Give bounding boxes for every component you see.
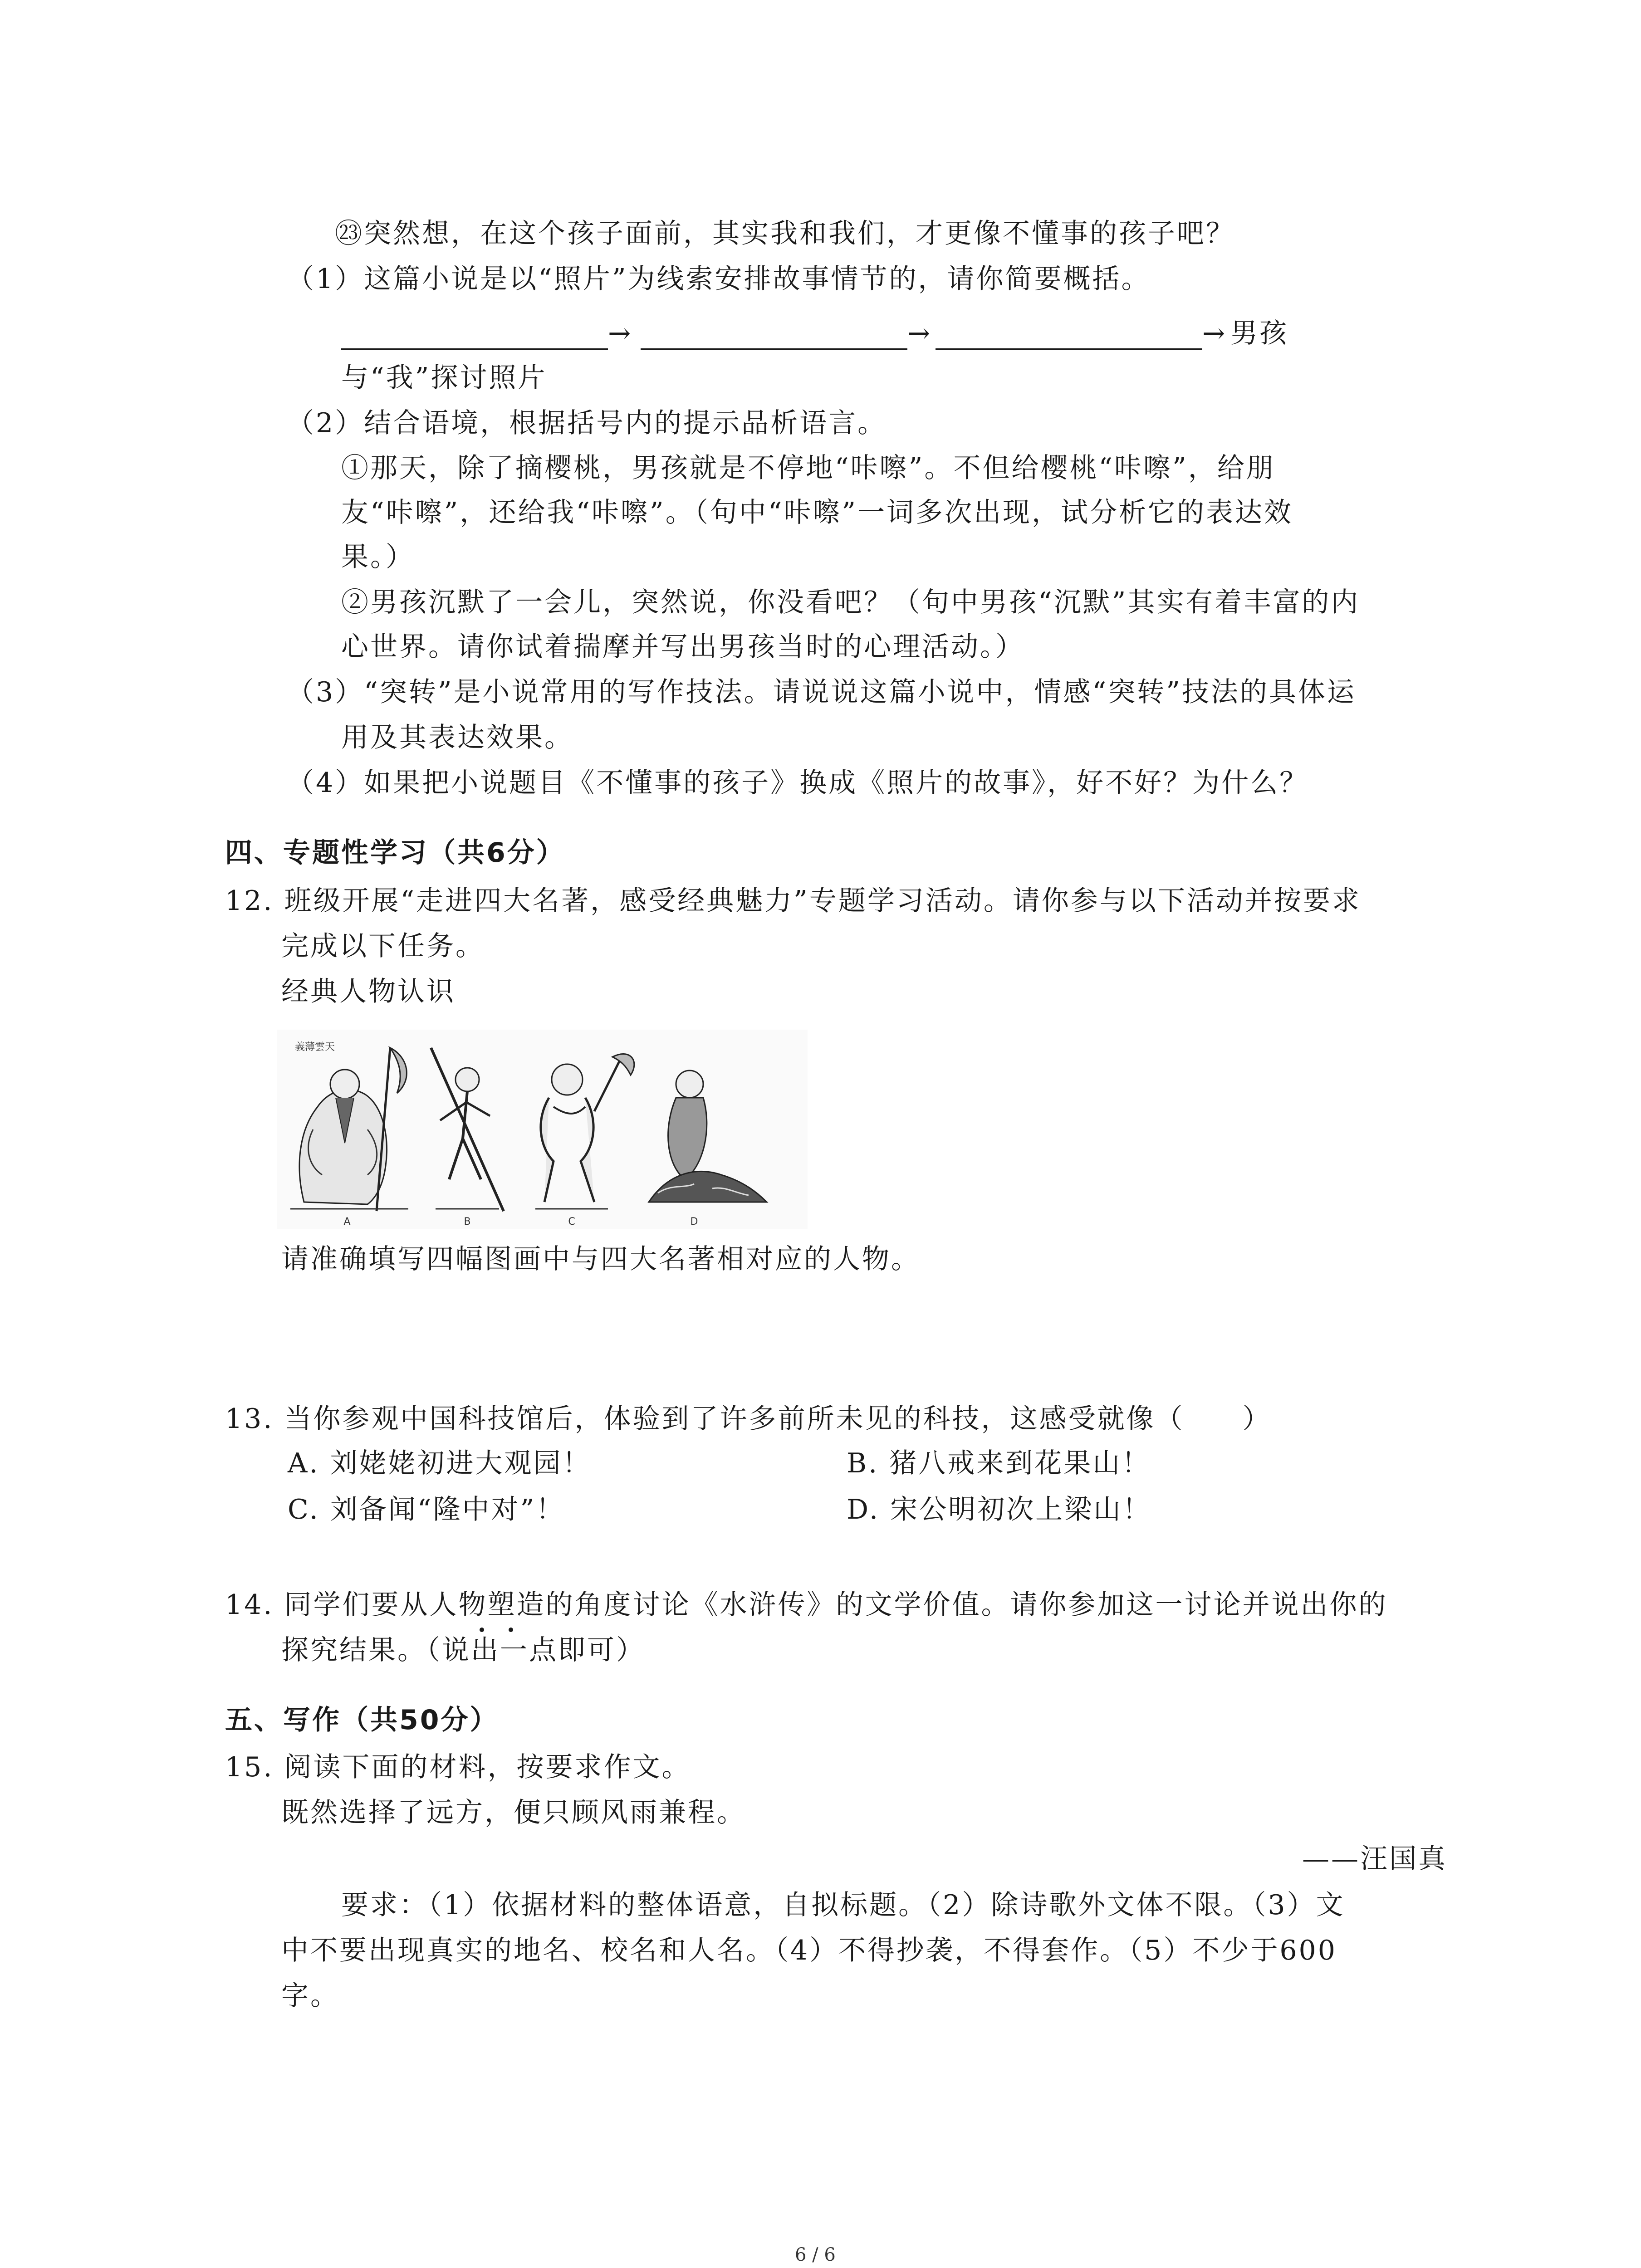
figure-label-c: C [568, 1216, 575, 1227]
question-12-task: 请准确填写四幅图画中与四大名著相对应的人物。 [281, 1243, 920, 1275]
question-11-1-line2: 与“我”探讨照片 [341, 362, 547, 394]
question-11-2-b-line1: ②男孩沉默了一会儿，突然说，你没看吧？（句中男孩“沉默”其实有着丰富的内 [341, 587, 1360, 618]
figure-label-a: A [343, 1216, 351, 1227]
question-15-author: ——汪国真 [1302, 1843, 1447, 1875]
question-14-line2: 探究结果。（说出一点即可） [281, 1634, 645, 1666]
question-11-2-a-line1: ①那天，除了摘樱桃，男孩就是不停地“咔嚓”。不但给樱桃“咔嚓”，给朋 [341, 452, 1275, 484]
question-11-3-line1: （3）“突转”是小说常用的写作技法。请说说这篇小说中，情感“突转”技法的具体运 [287, 676, 1356, 708]
question-11-3-line2: 用及其表达效果。 [341, 722, 573, 753]
question-13-option-d[interactable]: D. 宋公明初次上梁山！ [847, 1494, 1152, 1525]
question-12-line2: 完成以下任务。 [281, 930, 485, 962]
emphasis-dot [480, 1628, 484, 1632]
question-13-option-b[interactable]: B. 猪八戒来到花果山！ [847, 1447, 1151, 1479]
question-13-stem: 13. 当你参观中国科技馆后，体验到了许多前所未见的科技，这感受就像（ ） [225, 1403, 1272, 1435]
question-12-line1: 12. 班级开展“走进四大名著，感受经典魅力”专题学习活动。请你参与以下活动并按要求 [225, 885, 1361, 917]
section-5-heading: 五、写作（共50分） [225, 1704, 499, 1736]
page-number: 6 / 6 [795, 2244, 836, 2265]
answer-blank-3[interactable] [936, 348, 1202, 350]
question-15-requirement-line2: 中不要出现真实的地名、校名和人名。（4）不得抄袭，不得套作。（5）不少于600 [281, 1935, 1337, 1966]
question-11-4: （4）如果把小说题目《不懂事的孩子》换成《照片的故事》，好不好？为什么？ [287, 767, 1309, 799]
arrow-icon: → [1202, 318, 1225, 349]
question-11-2-b-line2: 心世界。请你试着揣摩并写出男孩当时的心理活动。） [341, 631, 1024, 663]
question-11-2: （2）结合语境，根据括号内的提示品析语言。 [287, 407, 887, 439]
question-11-2-a-line3: 果。） [341, 541, 415, 573]
answer-blank-2[interactable] [641, 348, 907, 350]
question-13-option-a[interactable]: A. 刘姥姥初进大观园！ [288, 1447, 592, 1479]
question-15-requirement-line1: 要求：（1）依据材料的整体语意，自拟标题。（2）除诗歌外文体不限。（3）文 [341, 1889, 1345, 1921]
question-11-2-a-line2: 友“咔嚓”，还给我“咔嚓”。（句中“咔嚓”一词多次出现，试分析它的表达效 [341, 497, 1293, 528]
passage-line-23: ㉓突然想，在这个孩子面前，其实我和我们，才更像不懂事的孩子吧？ [335, 218, 1235, 249]
question-12-subtitle: 经典人物认识 [281, 976, 456, 1007]
answer-blank-1[interactable] [341, 348, 608, 350]
arrow-icon: → [608, 318, 631, 349]
emphasis-dot [509, 1628, 513, 1632]
classic-characters-figure [277, 1030, 808, 1229]
arrow-icon: → [907, 318, 931, 349]
figure-caption-top: 義薄雲天 [295, 1041, 335, 1053]
section-4-heading: 四、专题性学习（共6分） [225, 837, 565, 869]
question-11-1: （1）这篇小说是以“照片”为线索安排故事情节的，请你简要概括。 [287, 263, 1151, 295]
question-15-line1: 15. 阅读下面的材料，按要求作文。 [225, 1751, 691, 1783]
question-14-line1: 14. 同学们要从人物塑造的角度讨论《水浒传》的文学价值。请你参加这一讨论并说出你的 [225, 1589, 1388, 1621]
question-15-requirement-line3: 字。 [281, 1980, 339, 2012]
question-13-option-c[interactable]: C. 刘备闻“隆中对”！ [288, 1494, 565, 1525]
question-15-material: 既然选择了远方，便只顾风雨兼程。 [281, 1797, 746, 1828]
figure-label-b: B [464, 1216, 471, 1227]
question-11-1-end: 男孩 [1230, 318, 1288, 349]
figure-label-d: D [690, 1216, 698, 1227]
